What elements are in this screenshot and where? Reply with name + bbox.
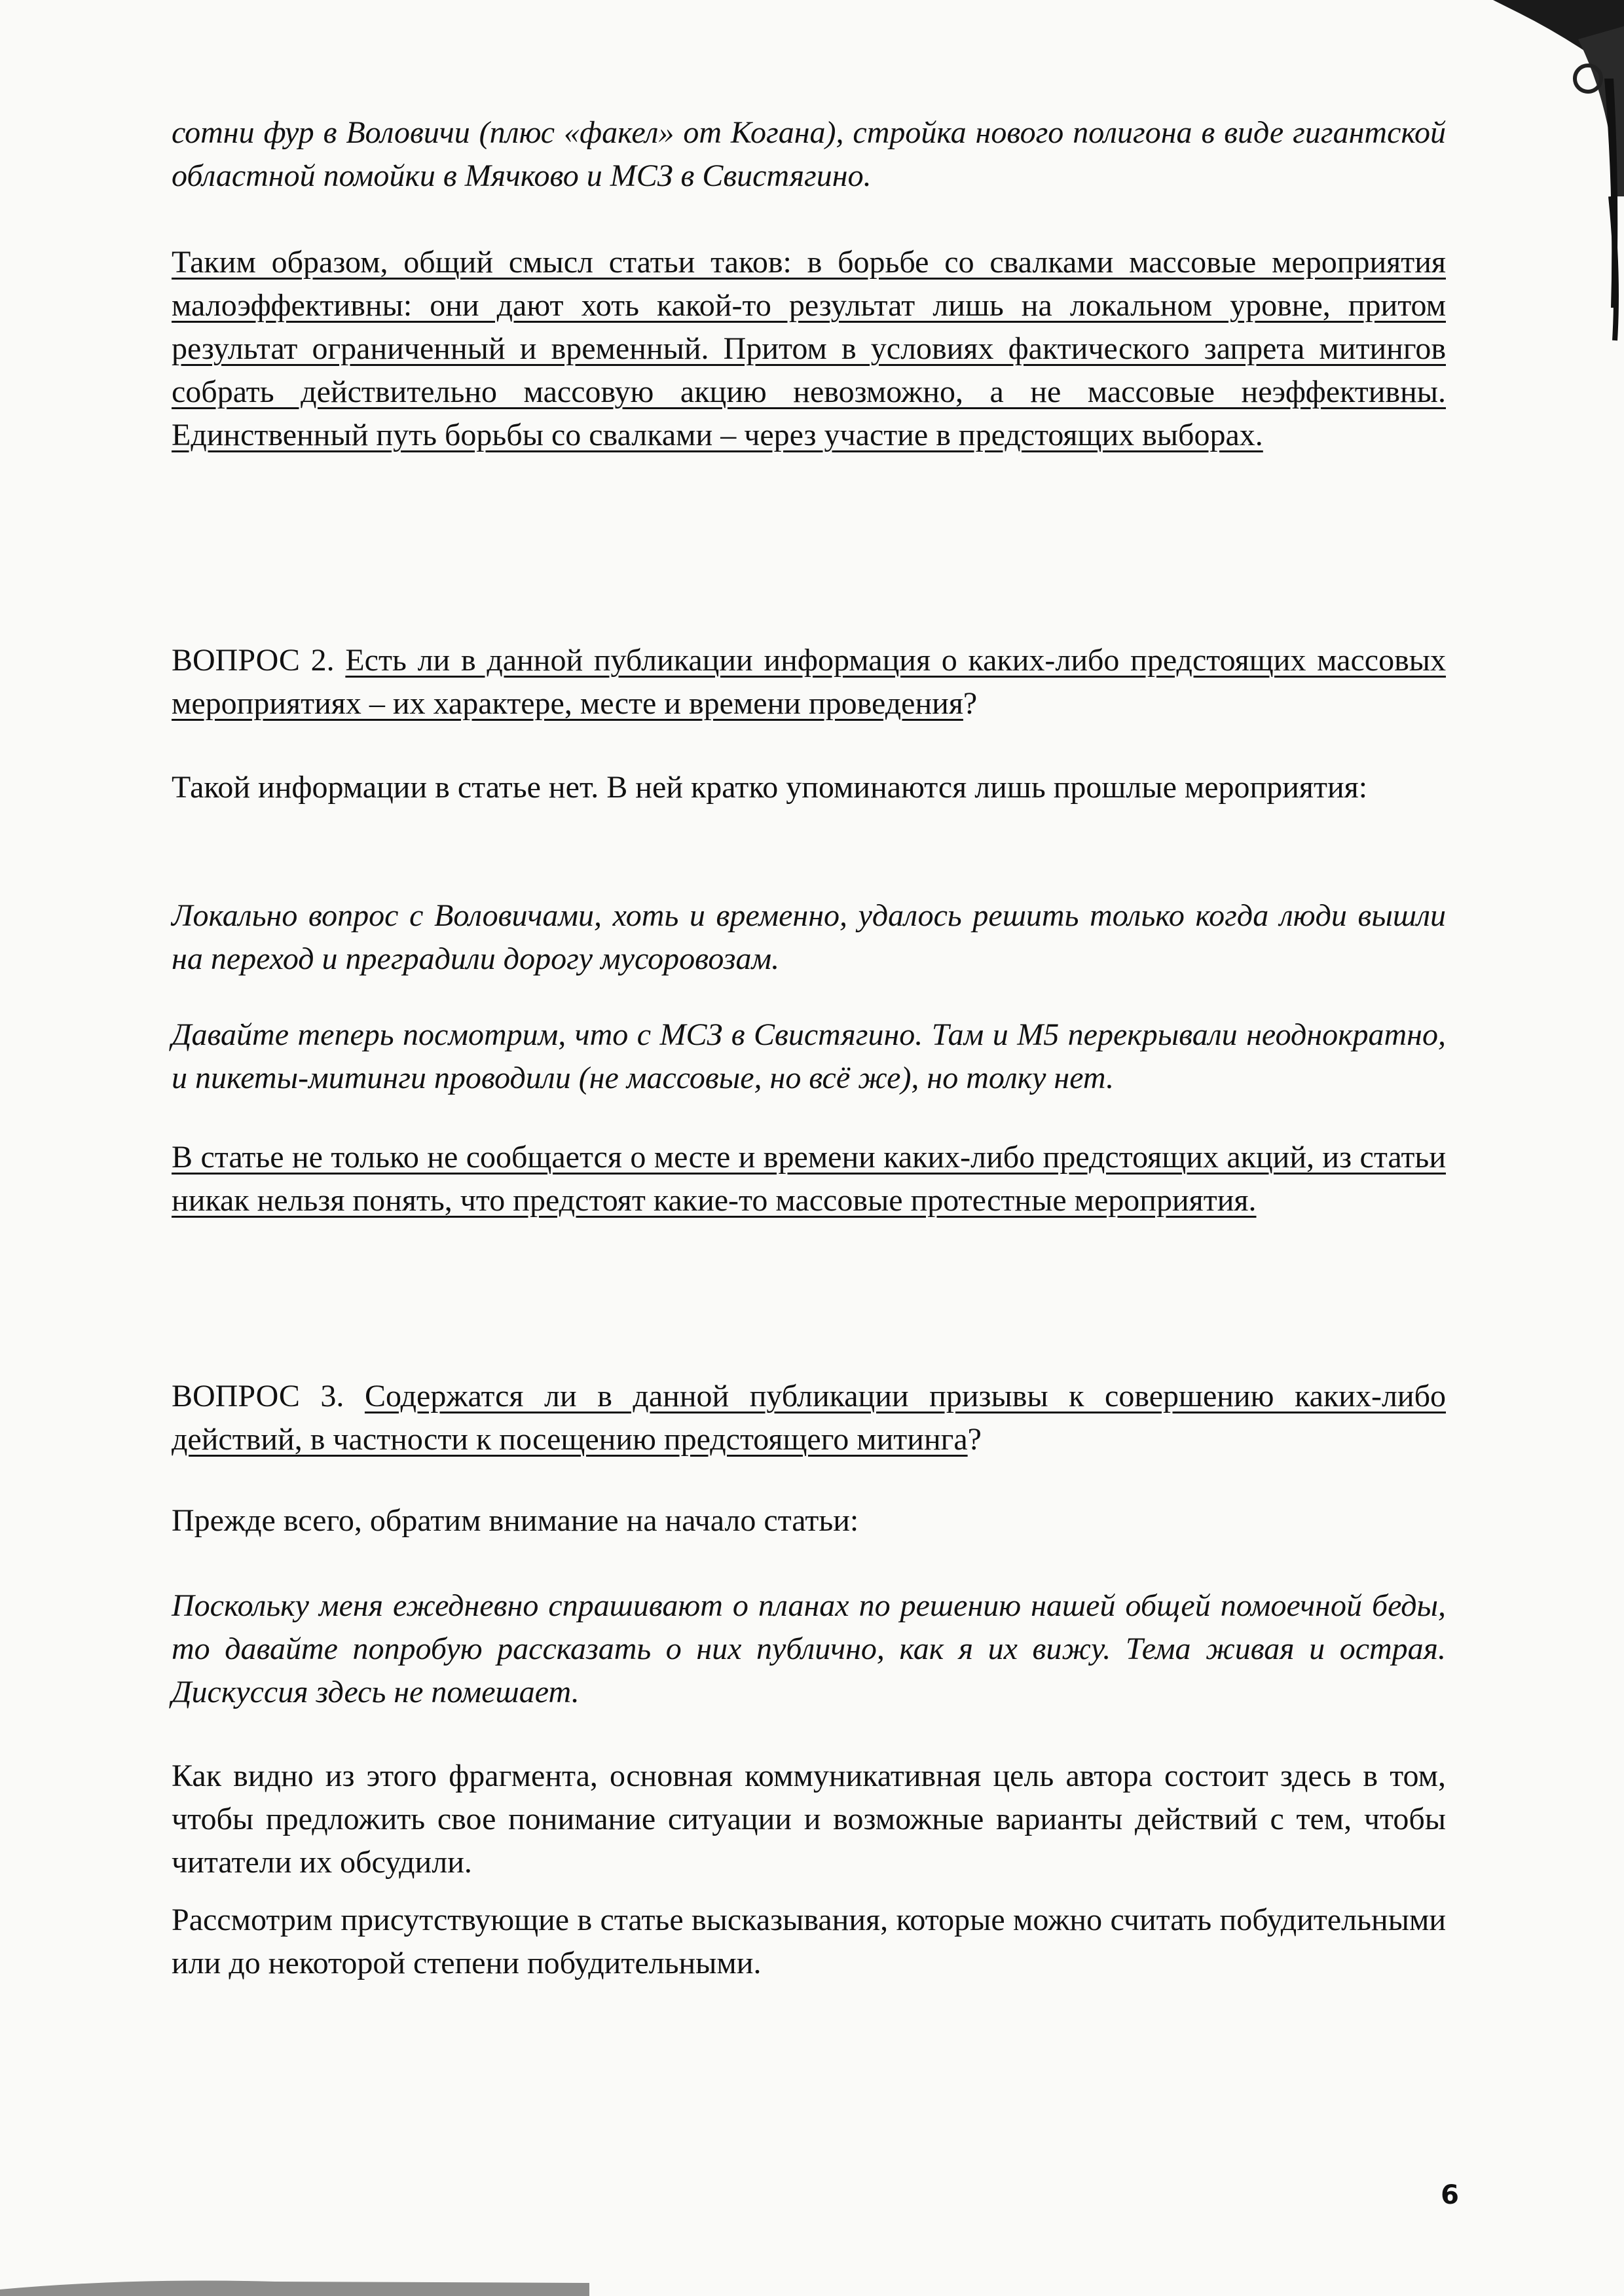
answer-3-intro-text: Прежде всего, обратим внимание на начало статьи:	[172, 1503, 859, 1538]
intro-quote-text: сотни фур в Воловичи (плюс «факел» от Когана), стройка нового полигона в виде гигантской областной помойки в Мячково и МСЗ в Свистягино.	[172, 115, 1446, 193]
answer-2-quote-1	[172, 894, 1446, 981]
intro-quote	[172, 111, 1446, 198]
question-3-end: ?	[967, 1422, 982, 1457]
summary-paragraph-text: Таким образом, общий смысл статьи таков: в борьбе со свалками массовые мероприятия малоэффективны: они дают хоть какой-то результат лишь на локальном уровне, притом результат ограниченный и временный. Притом в условиях фактического запрета митингов собрать действительно массовую акцию невозможно, а не массовые неэффективны. Единственный путь борьбы со свалками – через участие в предстоящих выборах.	[172, 245, 1446, 452]
answer-2-quote-1-text: Локально вопрос с Воловичами, хоть и временно, удалось решить только когда люди вышли на переход и преградили дорогу мусоровозам.	[172, 898, 1446, 976]
answer-2-intro-text: Такой информации в статье нет. В ней кратко упоминаются лишь прошлые мероприятия:	[172, 770, 1368, 805]
scan-bottom-artifact	[0, 2270, 589, 2296]
answer-2-intro	[172, 766, 1446, 809]
question-2-end: ?	[963, 686, 978, 721]
question-3-text: Содержатся ли в данной публикации призывы к совершению каких-либо действий, в частности к посещению предстоящего митинга	[172, 1379, 1447, 1457]
answer-3-paragraph-2	[172, 1899, 1446, 1985]
answer-3-paragraph-1	[172, 1755, 1446, 1884]
answer-3-paragraph-2-text: Рассмотрим присутствующие в статье высказывания, которые можно считать побудительными или до некоторой степени побудительными.	[172, 1903, 1446, 1980]
summary-paragraph	[172, 241, 1446, 457]
question-3-label: ВОПРОС 3.	[172, 1379, 365, 1413]
answer-3-intro	[172, 1499, 1446, 1542]
question-2-text: Есть ли в данной публикации информация о каких-либо предстоящих массовых мероприятиях – их характере, месте и времени проведения	[172, 643, 1447, 721]
answer-3-quote	[172, 1584, 1446, 1714]
question-2-label: ВОПРОС 2.	[172, 643, 346, 678]
scan-corner-artifact	[1480, 0, 1624, 354]
answer-3-quote-text: Поскольку меня ежедневно спрашивают о планах по решению нашей общей помоечной беды, то давайте попробую рассказать о них публично, как я их вижу. Тема живая и острая. Дискуссия здесь не помешает.	[172, 1588, 1446, 1709]
answer-3-paragraph-1-text: Как видно из этого фрагмента, основная коммуникативная цель автора состоит здесь в том, чтобы предложить свое понимание ситуации и возможные варианты действий с тем, чтобы читатели их обсудили.	[172, 1758, 1446, 1880]
answer-2-quote-2	[172, 1013, 1446, 1100]
answer-2-conclusion-text: В статье не только не сообщается о месте и времени каких-либо предстоящих акций, из статьи никак нельзя понять, что предстоят какие-то массовые протестные мероприятия.	[172, 1140, 1446, 1218]
question-3-heading	[172, 1375, 1446, 1461]
page-number: 6	[1441, 2180, 1459, 2210]
answer-2-quote-2-text: Давайте теперь посмотрим, что с МСЗ в Свистягино. Там и М5 перекрывали неоднократно, и пикеты-митинги проводили (не массовые, но всё же), но толку нет.	[172, 1017, 1446, 1095]
question-2-heading	[172, 639, 1446, 725]
answer-2-conclusion	[172, 1136, 1446, 1222]
